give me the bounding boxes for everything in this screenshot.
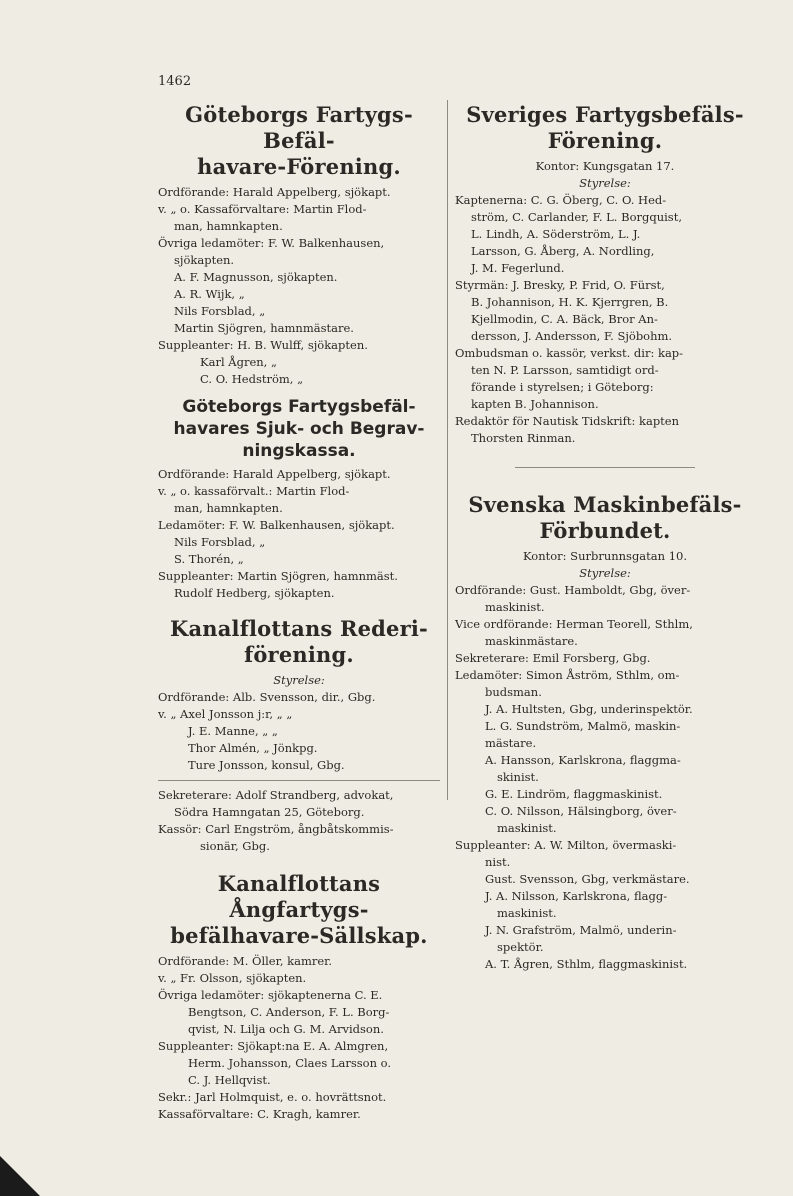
section-subtitle: Styrelse: (579, 566, 631, 580)
text-line: Thor Almén, „ Jönkpg. (188, 741, 318, 755)
title-line: Göteborgs Fartygs-Befäl- (185, 102, 413, 153)
text-line: spektör. (497, 940, 544, 954)
text-line: Kassaförvaltare: C. Kragh, kamrer. (158, 1107, 361, 1121)
column-divider (447, 100, 448, 800)
text-line: Ordförande: M. Öller, kamrer. (158, 954, 333, 968)
text-line: Martin Sjögren, hamnmästare. (174, 321, 354, 335)
text-line: man, hamnkapten. (174, 501, 283, 515)
text-line: J. N. Grafström, Malmö, underin- (485, 923, 677, 937)
text-line: Kaptenerna: C. G. Öberg, C. O. Hed- (455, 193, 667, 207)
text-line: Rudolf Hedberg, sjökapten. (174, 586, 335, 600)
text-line: Gust. Svensson, Gbg, verkmästare. (485, 872, 690, 886)
text-line: J. A. Nilsson, Karlskrona, flagg- (485, 889, 668, 903)
title-line: Svenska Maskinbefäls- (468, 492, 742, 517)
text-line: Sekr.: Jarl Holmquist, e. o. hovrättsnot. (158, 1090, 387, 1104)
text-line: S. Thorén, „ (174, 552, 244, 566)
text-line: maskinist. (485, 600, 545, 614)
text-line: C. J. Hellqvist. (188, 1073, 271, 1087)
text-line: Ordförande: Gust. Hamboldt, Gbg, över- (455, 583, 691, 597)
title-line: havares Sjuk- och Begrav- (173, 419, 425, 439)
text-line: sjökapten. (174, 253, 235, 267)
title-line: Sveriges Fartygsbefäls- (466, 102, 744, 127)
text-line: Thorsten Rinman. (471, 431, 576, 445)
text-line: Karl Ågren, „ (200, 355, 277, 369)
section-title (158, 102, 440, 180)
text-line: Ledamöter: F. W. Balkenhausen, sjökapt. (158, 518, 395, 532)
text-line: Kassör: Carl Engström, ångbåtskommis- (158, 822, 394, 836)
text-line: L. G. Sundström, Malmö, maskin- (485, 719, 681, 733)
text-line: Suppleanter: Sjökapt:na E. A. Almgren, (158, 1039, 389, 1053)
divider (515, 467, 695, 468)
text-line: Kjellmodin, C. A. Bäck, Bror An- (471, 312, 658, 326)
title-line: Göteborgs Fartygsbefäl- (182, 397, 416, 417)
text-line: A. Hansson, Karlskrona, flaggma- (485, 753, 681, 767)
section-title (455, 102, 755, 154)
text-line: B. Johannison, H. K. Kjerrgren, B. (471, 295, 669, 309)
text-line: man, hamnkapten. (174, 219, 283, 233)
section-subtitle: Styrelse: (273, 673, 325, 687)
text-line: nist. (485, 855, 511, 869)
text-line: J. E. Manne, „ „ (188, 724, 278, 738)
text-line: Övriga ledamöter: sjökaptenerna C. E. (158, 988, 383, 1002)
title-line: ningskassa. (242, 441, 356, 461)
title-line: förening. (244, 642, 354, 667)
page-number: 1462 (158, 74, 192, 89)
text-line: C. O. Nilsson, Hälsingborg, över- (485, 804, 677, 818)
text-line: Suppleanter: A. W. Milton, övermaski- (455, 838, 677, 852)
text-line: C. O. Hedström, „ (200, 372, 304, 386)
text-line: Ordförande: Harald Appelberg, sjökapt. (158, 467, 391, 481)
text-line: budsman. (485, 685, 542, 699)
section-title (158, 616, 440, 668)
title-line: Kanalflottans Ångfartygs- (217, 871, 381, 922)
divider (158, 780, 440, 781)
title-line: Kanalflottans Rederi- (170, 616, 428, 641)
title-line: havare-Förening. (197, 154, 401, 179)
office-address: Kontor: Kungsgatan 17. (535, 159, 675, 173)
text-line: Ledamöter: Simon Åström, Sthlm, om- (455, 668, 680, 682)
section-subtitle: Styrelse: (579, 176, 631, 190)
text-line: maskinist. (497, 906, 557, 920)
text-line: J. A. Hultsten, Gbg, underinspektör. (485, 702, 693, 716)
text-line: Sekreterare: Emil Forsberg, Gbg. (455, 651, 651, 665)
text-line: Styrmän: J. Bresky, P. Frid, O. Fürst, (455, 278, 665, 292)
text-line: maskinist. (497, 821, 557, 835)
text-line: Larsson, G. Åberg, A. Nordling, (471, 244, 655, 258)
section-title (455, 492, 755, 544)
text-line: kapten B. Johannison. (471, 397, 599, 411)
text-line: A. T. Ågren, Sthlm, flaggmaskinist. (485, 957, 688, 971)
text-line: mästare. (485, 736, 537, 750)
text-line: Vice ordförande: Herman Teorell, Sthlm, (455, 617, 693, 631)
text-line: Ordförande: Alb. Svensson, dir., Gbg. (158, 690, 376, 704)
text-line: sionär, Gbg. (200, 839, 270, 853)
text-line: v. „ Fr. Olsson, sjökapten. (158, 971, 307, 985)
section-title (158, 396, 440, 462)
text-line: ten N. P. Larsson, samtidigt ord- (471, 363, 659, 377)
text-line: Nils Forsblad, „ (174, 535, 266, 549)
text-line: Suppleanter: Martin Sjögren, hamnmäst. (158, 569, 398, 583)
text-line: A. F. Magnusson, sjökapten. (174, 270, 338, 284)
text-line: dersson, J. Andersson, F. Sjöbohm. (471, 329, 673, 343)
text-line: v. „ o. Kassaförvaltare: Martin Flod- (158, 202, 367, 216)
text-line: Redaktör för Nautisk Tidskrift: kapten (455, 414, 680, 428)
text-line: maskinmästare. (485, 634, 578, 648)
text-line: qvist, N. Lilja och G. M. Arvidson. (188, 1022, 384, 1036)
text-line: Södra Hamngatan 25, Göteborg. (174, 805, 365, 819)
text-line: Ombudsman o. kassör, verkst. dir: kap- (455, 346, 684, 360)
page-corner-shadow (0, 1156, 40, 1196)
text-line: L. Lindh, A. Söderström, L. J. (471, 227, 641, 241)
text-line: Suppleanter: H. B. Wulff, sjökapten. (158, 338, 368, 352)
text-line: skinist. (497, 770, 539, 784)
title-line: Förbundet. (539, 518, 671, 543)
text-line: Ture Jonsson, konsul, Gbg. (188, 758, 345, 772)
title-line: befälhavare-Sällskap. (170, 923, 428, 948)
text-line: v. „ o. kassaförvalt.: Martin Flod- (158, 484, 350, 498)
text-line: Herm. Johansson, Claes Larsson o. (188, 1056, 392, 1070)
text-line: v. „ Axel Jonsson j:r, „ „ (158, 707, 293, 721)
text-line: Nils Forsblad, „ (174, 304, 266, 318)
text-line: ström, C. Carlander, F. L. Borgquist, (471, 210, 682, 224)
text-line: G. E. Lindröm, flaggmaskinist. (485, 787, 663, 801)
text-line: Ordförande: Harald Appelberg, sjökapt. (158, 185, 391, 199)
text-line: J. M. Fegerlund. (471, 261, 565, 275)
title-line: Förening. (547, 128, 663, 153)
left-column (158, 96, 440, 1123)
section-title (158, 871, 440, 949)
text-line: A. R. Wijk, „ (174, 287, 245, 301)
text-line: Sekreterare: Adolf Strandberg, advokat, (158, 788, 394, 802)
text-line: Övriga ledamöter: F. W. Balkenhausen, (158, 236, 385, 250)
right-column (455, 96, 755, 973)
text-line: förande i styrelsen; i Göteborg: (471, 380, 654, 394)
office-address: Kontor: Surbrunnsgatan 10. (523, 549, 687, 563)
text-line: Bengtson, C. Anderson, F. L. Borg- (188, 1005, 390, 1019)
